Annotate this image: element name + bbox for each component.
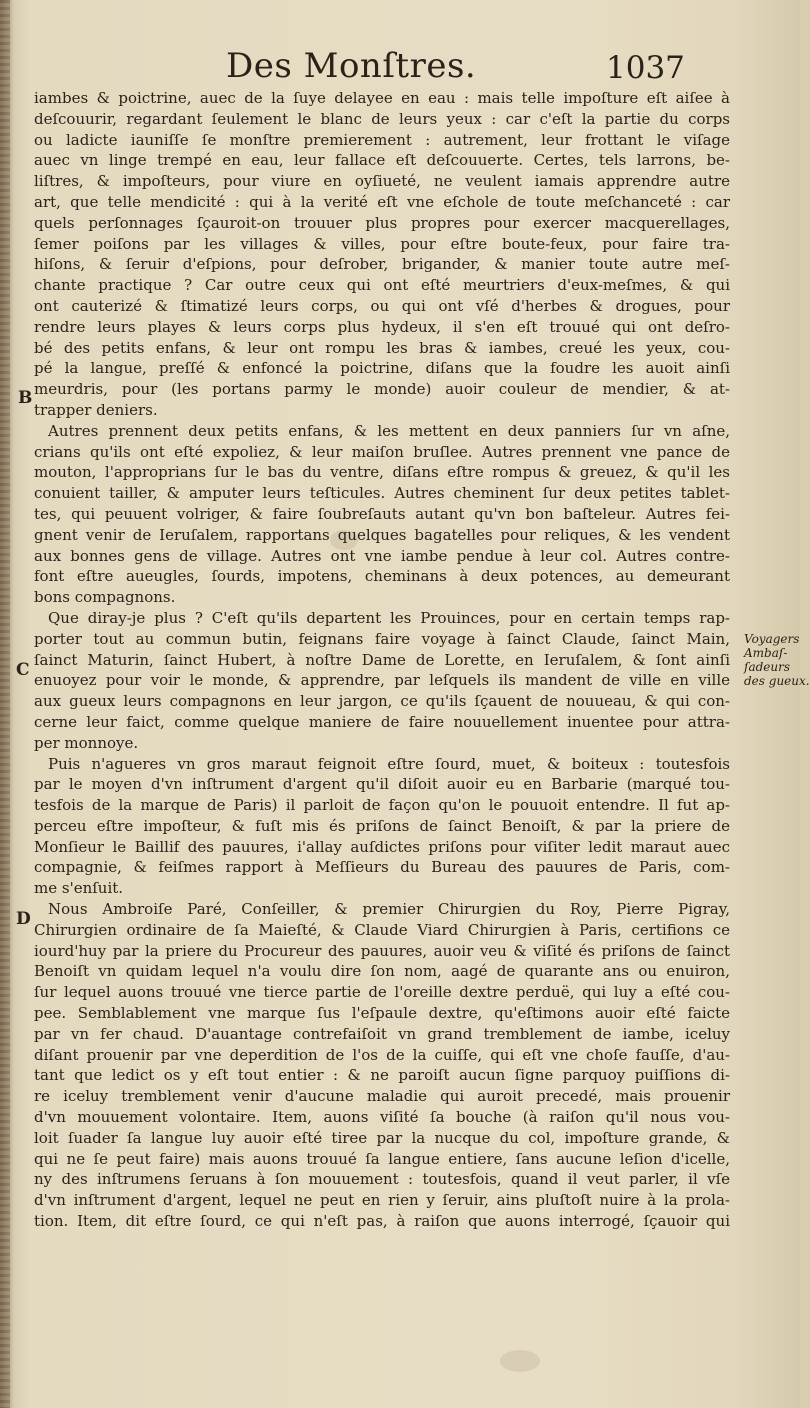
text-line: art, que telle mendicité : qui à la verité eſt vne eſchole de toute meſchanceté : car xyxy=(34,192,730,211)
text-line: Chirurgien ordinaire de ſa Maieſté, & Claude Viard Chirurgien à Paris, certifions ce xyxy=(34,920,730,939)
binding-gutter xyxy=(0,0,10,1408)
text-line: bé des petits enfans, & leur ont rompu les bras & iambes, creué les yeux, cou- xyxy=(34,338,730,357)
text-line: re iceluy tremblement venir d'aucune maladie qui auroit precedé, mais prouenir xyxy=(34,1087,730,1106)
text-line: ſur lequel auons trouué vne tierce partie de l'oreille dextre perduë, qui luy a eſté cou- xyxy=(34,983,730,1002)
text-line: ny des inſtrumens ſeruans à ſon mouuement : toutesfois, quand il veut parler, il vſe xyxy=(34,1170,730,1189)
text-line: enuoyez pour voir le monde, & apprendre, par leſquels ils mandent de ville en ville xyxy=(34,671,730,690)
marginal-note-line: ſadeurs xyxy=(744,660,791,674)
text-line: par vn fer chaud. D'auantage contrefaiſoit vn grand tremblement de iambe, iceluy xyxy=(34,1024,730,1043)
margin-marker-b: B xyxy=(18,388,33,408)
text-line: cerne leur faict, comme quelque maniere de faire nouuellement inuentee pour attra- xyxy=(34,712,730,731)
text-line: font eſtre aueugles, ſourds, impotens, cheminans à deux potences, au demeurant xyxy=(34,567,730,586)
text-line: deſcouurir, regardant ſeulement le blanc de leurs yeux : car c'eſt la partie du corps xyxy=(34,109,730,128)
page-number: 1037 xyxy=(606,50,685,86)
text-line: liſtres, & impoſteurs, pour viure en oyſiueté, ne veulent iamais apprendre autre xyxy=(34,172,730,191)
text-line: chante practique ? Car outre ceux qui ont eſté meurtriers d'eux-meſmes, & qui xyxy=(34,276,730,295)
text-line: Que diray-je plus ? C'eſt qu'ils departent les Prouinces, pour en certain temps rap- xyxy=(48,608,730,627)
text-line: rendre leurs playes & leurs corps plus hydeux, il s'en eſt trouué qui ont deſro- xyxy=(34,317,730,336)
text-line: iambes & poictrine, auec de la ſuye delayee en eau : mais telle impoſture eſt aiſee à xyxy=(34,89,730,107)
text-line: d'vn mouuement volontaire. Item, auons viſité ſa bouche (à raiſon qu'il nous vou- xyxy=(34,1108,730,1127)
margin-marker-d: D xyxy=(16,909,31,929)
text-line: hiſons, & ſeruir d'eſpions, pour deſrober, brigander, & manier toute autre meſ- xyxy=(34,255,730,274)
text-line: d'vn inſtrument d'argent, lequel ne peut en rien y ſeruir, ains pluſtoſt nuire à la prola- xyxy=(34,1191,730,1210)
marginal-note xyxy=(744,632,810,688)
text-line: tes, qui peuuent volriger, & faire ſoubreſauts autant qu'vn bon baſteleur. Autres fei- xyxy=(34,504,730,523)
text-line: me s'enſuit. xyxy=(34,879,124,898)
text-line: bons compagnons. xyxy=(34,588,176,607)
text-line: aux bonnes gens de village. Autres ont vne iambe pendue à leur col. Autres contre- xyxy=(34,546,730,565)
text-line: perceu eſtre impoſteur, & fuſt mis és priſons de ſainct Benoiſt, & par la priere de xyxy=(34,816,730,835)
text-line: meurdris, pour (les portans parmy le monde) auoir couleur de mendier, & at- xyxy=(34,380,730,399)
marginal-note-line: des gueux. xyxy=(744,674,810,688)
text-line: porter tout au commun butin, feignans faire voyage à ſainct Claude, ſainct Main, xyxy=(34,629,730,648)
text-line: conuient tailler, & amputer leurs teſticules. Autres cheminent ſur deux petites tablet- xyxy=(34,484,730,503)
text-line: trapper deniers. xyxy=(34,400,158,419)
text-line: aux gueux leurs compagnons en leur jargon, ce qu'ils ſçauent de nouueau, & qui con- xyxy=(34,692,730,711)
ink-stain xyxy=(500,1350,540,1372)
text-line: tion. Item, dit eſtre ſourd, ce qui n'eſt pas, à raiſon que auons interrogé, ſçauoir qui xyxy=(34,1212,730,1231)
body-text xyxy=(34,88,730,1232)
text-line: quels perſonnages ſçauroit-on trouuer plus propres pour exercer macquerellages, xyxy=(34,213,730,232)
text-line: qui ne ſe peut faire) mais auons trouué ſa langue entiere, ſans aucune leſion d'icelle, xyxy=(34,1149,730,1168)
marginal-note-line: Voyagers xyxy=(744,632,800,646)
text-line: ſemer poiſons par les villages & villes, pour eſtre boute-feux, pour faire tra- xyxy=(34,234,730,253)
text-line: pé la langue, preſſé & enfoncé la poictrine, diſans que la foudre les auoit ainſi xyxy=(34,359,730,378)
text-line: Monſieur le Baillif des pauures, i'allay auſdictes priſons pour viſiter ledit maraut auec xyxy=(34,837,730,856)
text-line: ſainct Maturin, ſainct Hubert, à noſtre Dame de Lorette, en Ieruſalem, & ſont ainſi xyxy=(34,650,730,669)
text-line: gnent venir de Ieruſalem, rapportans quelques bagatelles pour reliques, & les vendent xyxy=(34,525,730,544)
text-line: auec vn linge trempé en eau, leur fallace eſt deſcouuerte. Certes, tels larrons, be- xyxy=(34,151,730,170)
text-line: per monnoye. xyxy=(34,733,139,752)
text-line: ont cauterizé & ſtimatizé leurs corps, ou qui ont vſé d'herbes & drogues, pour xyxy=(34,296,730,315)
marginal-note-line: Ambaſ- xyxy=(744,646,788,660)
text-line: diſant prouenir par vne deperdition de l'os de la cuiſſe, qui eſt vne choſe fauſſe, d'au- xyxy=(34,1045,730,1064)
margin-marker-c: C xyxy=(16,660,30,680)
text-line: tesfois de la marque de Paris) il parloit de façon qu'on le pouuoit entendre. Il fut ap- xyxy=(34,796,730,815)
text-line: tant que ledict os y eſt tout entier : & ne paroiſt aucun ſigne parquoy puiſſions di- xyxy=(34,1066,730,1085)
text-line: Benoiſt vn quidam lequel n'a voulu dire ſon nom, aagé de quarante ans ou enuiron, xyxy=(34,962,730,981)
text-line: compagnie, & feiſmes rapport à Meſſieurs du Bureau des pauures de Paris, com- xyxy=(34,858,730,877)
text-line: par le moyen d'vn inſtrument d'argent qu'il diſoit auoir eu en Barbarie (marqué tou- xyxy=(34,775,730,794)
text-line: pee. Semblablement vne marque ſus l'eſpaule dextre, qu'eſtimons auoir eſté faicte xyxy=(34,1004,730,1023)
text-line: Autres prennent deux petits enfans, & les mettent en deux panniers ſur vn aſne, xyxy=(48,421,730,440)
running-title: Des Monſtres. xyxy=(226,46,477,86)
text-line: ou ladicte iauniſſe ſe monſtre premierement : autrement, leur frottant le viſage xyxy=(34,130,730,149)
text-line: crians qu'ils ont eſté expoliez, & leur maiſon bruſlee. Autres prennent vne pance de xyxy=(34,442,730,461)
page-header xyxy=(0,40,800,90)
text-line: loit ſuader ſa langue luy auoir eſté tiree par la nucque du col, impoſture grande, & xyxy=(34,1128,730,1147)
text-line: mouton, l'approprians ſur le bas du ventre, diſans eſtre rompus & greuez, & qu'il les xyxy=(34,463,730,482)
text-line: iourd'huy par la priere du Procureur des pauures, auoir veu & viſité és priſons de ſainct xyxy=(34,941,730,960)
text-line: Nous Ambroiſe Paré, Conſeiller, & premier Chirurgien du Roy, Pierre Pigray, xyxy=(48,900,730,919)
text-line: Puis n'agueres vn gros maraut feignoit eſtre ſourd, muet, & boiteux : toutesfois xyxy=(48,754,730,773)
